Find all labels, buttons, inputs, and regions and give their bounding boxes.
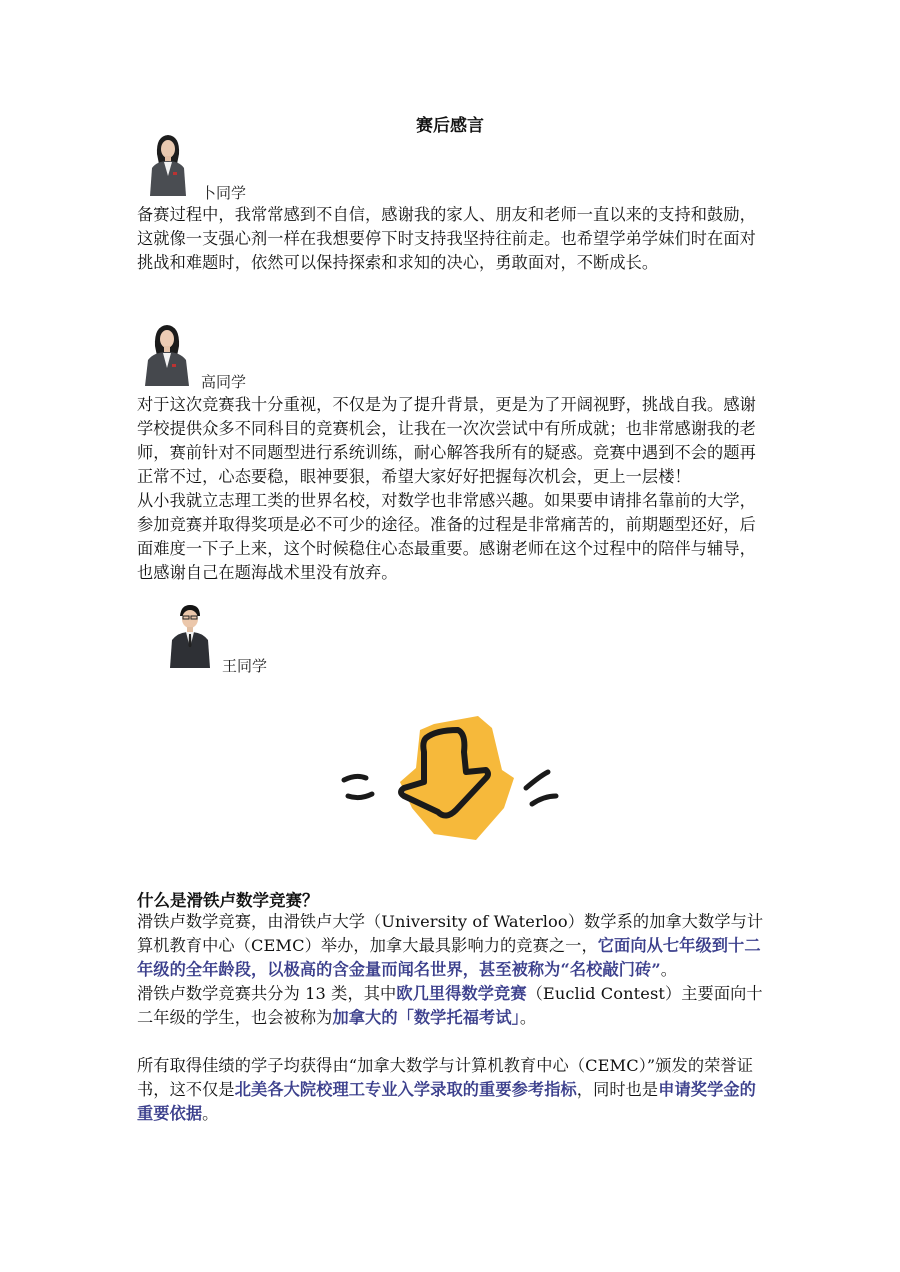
text-run: 滑铁卢数学竞赛共分为 13 类，其中 bbox=[137, 984, 397, 1003]
section-paragraph-1 bbox=[137, 910, 767, 982]
section-heading: 什么是滑铁卢数学竞赛？ bbox=[137, 891, 319, 910]
text-run: 滑铁卢数学竞赛，由滑铁卢大学（University of Waterloo）数学系的加拿大数学与计算机教育中心（CEMC）举办，加拿大最具影响力的竞赛之一， bbox=[137, 912, 764, 955]
testimonial-text-2 bbox=[137, 393, 767, 585]
text-run: （Euclid Contest）主要面向十二年级的学生，也会被称为 bbox=[137, 984, 763, 1027]
text-run: 。 bbox=[660, 960, 678, 979]
section-paragraph-2 bbox=[137, 982, 767, 1030]
highlight-text: 北美各大院校理工专业入学录取的重要参考指标 bbox=[234, 1080, 577, 1099]
student-name-2: 高同学 bbox=[201, 373, 247, 391]
text-run: 。 bbox=[519, 1008, 537, 1027]
student-photo-3 bbox=[168, 602, 212, 668]
student-photo-1 bbox=[147, 132, 189, 196]
avatar bbox=[147, 132, 189, 196]
highlight-text: 它面向从七年级到十二年级的全年龄段，以极高的含金量而闻名世界，甚至被称为“名校敲门砖” bbox=[137, 936, 761, 979]
student-name-1: 卜同学 bbox=[201, 184, 247, 202]
highlight-text: 申请奖学金的重要依据 bbox=[137, 1080, 756, 1123]
page-title: 赛后感言 bbox=[416, 116, 484, 136]
student-photo-2 bbox=[143, 322, 191, 386]
highlight-text: 加拿大的「数学托福考试」 bbox=[332, 1008, 520, 1027]
text-run: 。 bbox=[202, 1104, 219, 1123]
testimonial-paragraph: 从小我就立志理工类的世界名校，对数学也非常感兴趣。如果要申请排名靠前的大学，参加竞赛并取得奖项是必不可少的途径。准备的过程是非常痛苦的，前期题型还好，后面难度一下子上来，这个时候稳住心态最重要。感谢老师在这个过程中的陪伴与辅导，也感谢自己在题海战术里没有放弃。 bbox=[137, 491, 756, 582]
testimonial-paragraph: 对于这次竞赛我十分重视，不仅是为了提升背景，更是为了开阔视野，挑战自我。感谢学校提供众多不同科目的竞赛机会，让我在一次次尝试中有所成就；也非常感谢我的老师，赛前针对不同题型进行系统训练，耐心解答我所有的疑惑。竞赛中遇到不会的题再正常不过，心态要稳，眼神要狠，希望大家好好把握每次机会，更上一层楼！ bbox=[137, 395, 756, 486]
highlight-text: 欧几里得数学竞赛 bbox=[396, 984, 527, 1003]
student-name-3: 王同学 bbox=[222, 657, 268, 675]
avatar bbox=[168, 602, 212, 668]
section-paragraph-3 bbox=[137, 1054, 767, 1126]
section-body bbox=[137, 910, 767, 1126]
down-arrow-icon bbox=[336, 712, 564, 844]
down-arrow-illustration bbox=[336, 712, 564, 844]
text-run: 所有取得佳绩的学子均获得由“加拿大数学与计算机教育中心（CEMC）”颁发的荣誉证书，这不仅是 bbox=[137, 1056, 753, 1099]
text-run: ，同时也是 bbox=[576, 1080, 659, 1099]
blank-line bbox=[137, 1030, 767, 1054]
testimonial-text-1 bbox=[137, 203, 767, 275]
avatar bbox=[143, 322, 191, 386]
testimonial-paragraph: 备赛过程中，我常常感到不自信，感谢我的家人、朋友和老师一直以来的支持和鼓励，这就像一支强心剂一样在我想要停下时支持我坚持往前走。也希望学弟学妹们时在面对挑战和难题时，依然可以保持探索和求知的决心，勇敢面对，不断成长。 bbox=[137, 205, 756, 272]
